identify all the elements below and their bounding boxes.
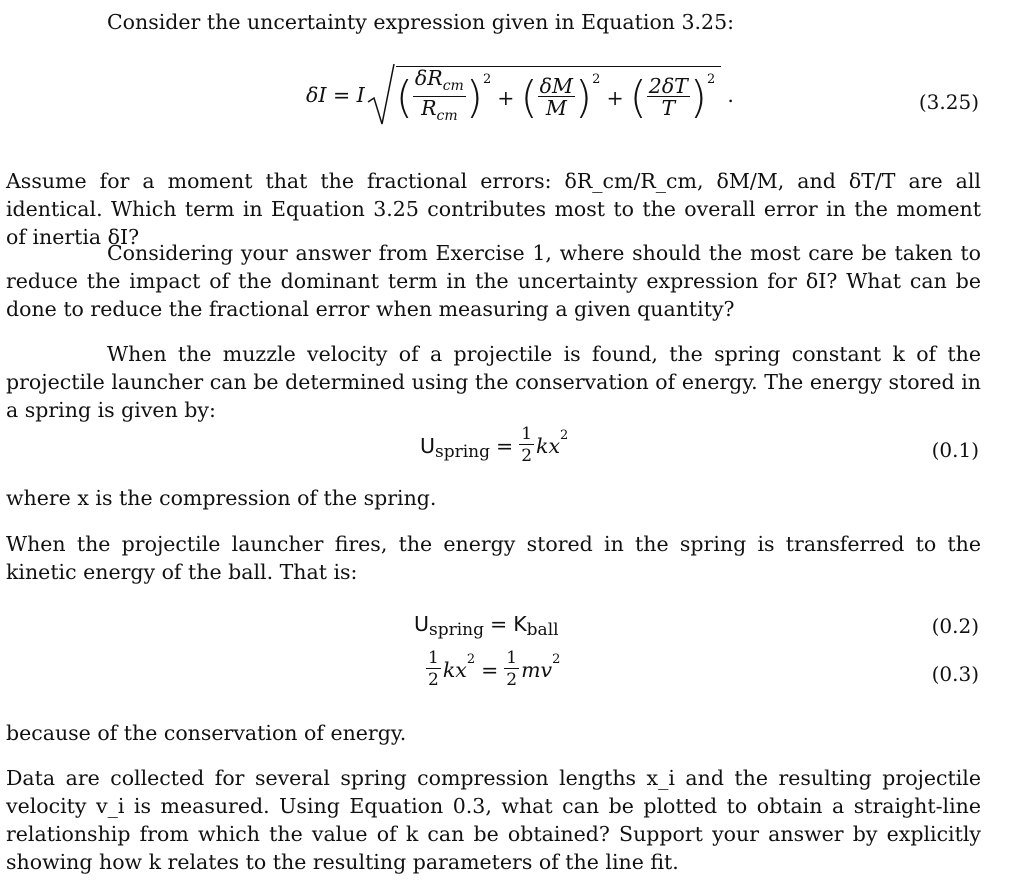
eq-number-0-2: (0.2) [931, 614, 979, 638]
eq-lhs: δI = I [306, 83, 365, 107]
eq-number-3-25: (3.25) [918, 90, 979, 114]
exercise-3-text: When the muzzle velocity of a projectile is found, the spring constant k of the projectile launcher can be determined using the conservation of energy. The energy stored in a spring is given by: [6, 342, 981, 422]
sqrt-body: ( $\frac{\delta R_{cm}}{R_{cm}}$ ) $^2$ + ( $\frac{\delta M}{M}$ ) $^2$ + ( $\frac{2\delta T}{T}$ ) $^2$ [396, 66, 722, 129]
exercise-2-text: Considering your answer from Exercise 1, where should the most care be taken to reduce the impact of the dominant term in the uncertainty expression for δI? What can be done to reduce the fractional error when measuring a given quantity? [6, 241, 981, 321]
equation-3-25: δI = I ( $\frac{\delta R_{cm}}{R_{cm}}$ ) $^2$ + ( $\frac{\delta M}{M}$ ) $^2$ + ( $\frac{2\delta T}{T}$ ) $^2$ . [306, 62, 734, 128]
because-text: because of the conservation of energy. [6, 721, 407, 745]
intro-text: Consider the uncertainty expression given in Equation 3.25: [107, 10, 735, 34]
launcher-fires-text: When the projectile launcher fires, the energy stored in the spring is transferred to the kinetic energy of the ball. That is: [6, 532, 981, 584]
equation-0-1: U $_{spring}$ = $\frac{1}{2}$ kx $^2$ [420, 424, 569, 466]
data-collection-text: Data are collected for several spring compression lengths x_i and the resulting projectile velocity v_i is measured. Using Equation 0.3, what can be plotted to obtain a straight-line relationship from which the value of k can be obtained? Support your answer by explicitly showing how k relates to the resulting parameters of the line fit. [6, 766, 981, 874]
term-m: $\frac{\delta M}{M}$ [539, 74, 573, 120]
exercise-1-text: Assume for a moment that the fractional errors: δR_cm/R_cm, δM/M, and δT/T are all identical. Which term in Equation 3.25 contributes most to the overall error in the moment of inertia δI? [6, 169, 981, 249]
term-t: $\frac{2\delta T}{T}$ [648, 74, 688, 120]
equation-0-3: $\frac{1}{2}$ kx $^2$ = $\frac{1}{2}$ mv $^2$ [428, 648, 561, 690]
term-rcm: $\frac{\delta R_{cm}}{R_{cm}}$ [413, 68, 466, 127]
eq-number-0-1: (0.1) [931, 438, 979, 462]
equation-0-2: U $_{spring}$ = K $_{ball}$ [414, 612, 559, 640]
where-x-text: where x is the compression of the spring. [6, 486, 437, 510]
sqrt-sign [366, 62, 396, 128]
eq-number-0-3: (0.3) [931, 662, 979, 686]
